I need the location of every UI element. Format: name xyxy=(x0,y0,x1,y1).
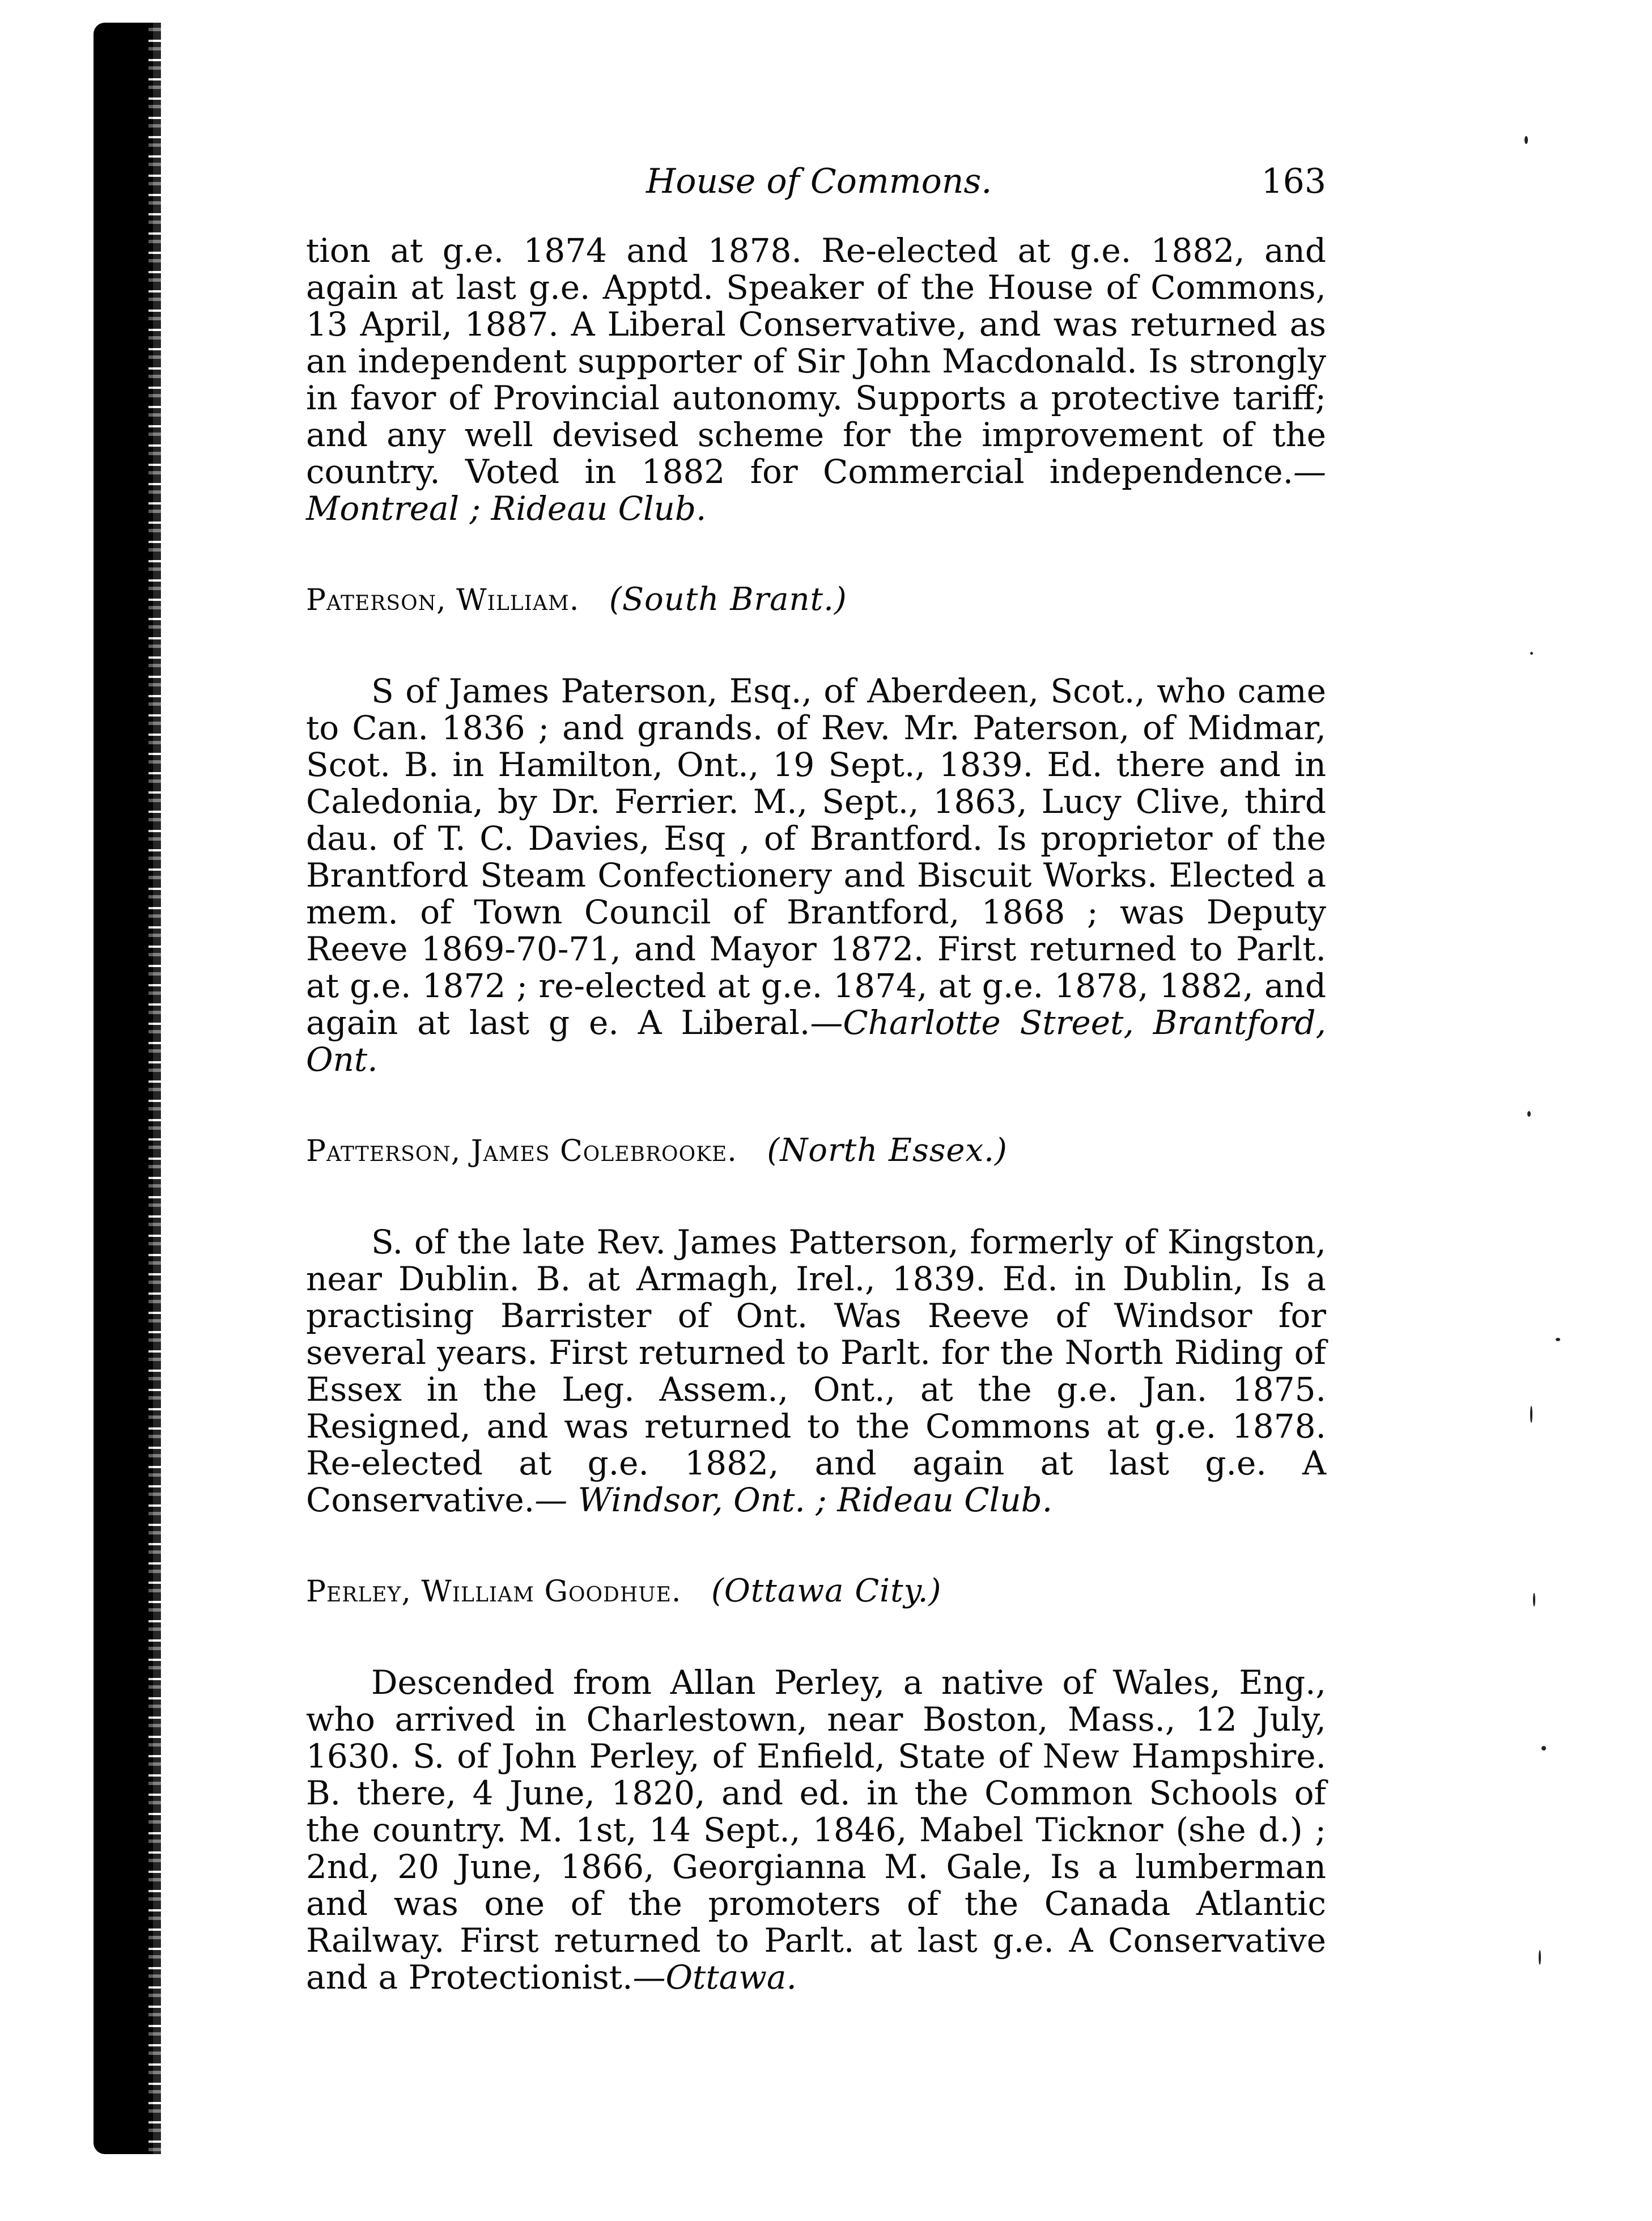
entry-patterson xyxy=(306,1224,1326,1519)
entry-perley xyxy=(306,1664,1326,1996)
scan-speck xyxy=(1541,1746,1546,1750)
entry-body: Descended from Allan Perley, a native of Wales, Eng., who arrived in Charlestown, near Boston, Mass., 12 July, 1630. S. of John Perley, of Enfield, State of New Hampshire. B. there, 4 June, 1820, and ed. in the Common Schools of the country. M. 1st, 14 Sept., 1846, Mabel Ticknor (she d.) ; 2nd, 20 June, 1866, Georgianna M. Gale, Is a lumberman and was one of the promoters of the Canada Atlantic Railway. First returned to Parlt. at last g.e. A Conservative and a Protectionist. xyxy=(306,1663,1326,1997)
page-header xyxy=(306,162,1326,207)
member-name: Paterson, William. xyxy=(306,583,580,617)
constituency: (South Brant.) xyxy=(609,581,847,618)
scan-speck xyxy=(1533,1593,1535,1607)
entry-continuation xyxy=(306,232,1326,527)
running-title: House of Commons. xyxy=(646,162,992,201)
scan-speck xyxy=(1527,1111,1531,1117)
scan-speck xyxy=(1539,1950,1541,1965)
book-binding-edge xyxy=(94,23,153,2154)
binding-fringe xyxy=(148,23,161,2154)
scan-speck xyxy=(1524,136,1528,144)
entry-body: tion at g.e. 1874 and 1878. Re-elected at g.e. 1882, and again at last g.e. Apptd. Speaker of the House of Commons, 13 April, 1887. A Liberal Conservative, and was returned as an independent supporter of Sir John Macdonald. Is strongly in favor of Provincial autonomy. Supports a protective tariff; and any well devised scheme for the improvement of the country. Voted in 1882 for Commercial independence. xyxy=(306,231,1326,491)
scan-speck xyxy=(1530,652,1533,655)
entry-body: S of James Paterson, Esq., of Aberdeen, Scot., who came to Can. 1836 ; and grands. of Rev. Mr. Paterson, of Midmar, Scot. B. in Hamilton, Ont., 19 Sept., 1839. Ed. there and in Caledonia, by Dr. Ferrier. M., Sept., 1863, Lucy Clive, third dau. of T. C. Davies, Esq , of Brantford. Is proprietor of the Brantford Steam Confectionery and Biscuit Works. Elected a mem. of Town Council of Brantford, 1868 ; was Deputy Reeve 1869-70-71, and Mayor 1872. First returned to Parlt. at g.e. 1872 ; re-elected at g.e. 1874, at g.e. 1878, 1882, and again at last g e. A Liberal. xyxy=(306,672,1326,1042)
page-number: 163 xyxy=(1261,162,1326,201)
constituency: (North Essex.) xyxy=(767,1132,1008,1169)
entry-address: —Montreal ; Rideau Club. xyxy=(306,452,1326,528)
member-name: Patterson, James Colebrooke. xyxy=(306,1134,737,1168)
scan-speck xyxy=(1556,1338,1560,1341)
scan-speck xyxy=(1530,1406,1532,1423)
member-name: Perley, William Goodhue. xyxy=(306,1575,682,1609)
constituency: (Ottawa City.) xyxy=(711,1572,942,1609)
page-text xyxy=(306,232,1326,1996)
entry-address: —Ottawa. xyxy=(632,1958,797,1997)
entry-heading-paterson xyxy=(306,581,1326,619)
entry-paterson xyxy=(306,673,1326,1078)
entry-body: S. of the late Rev. James Patterson, formerly of Kingston, near Dublin. B. at Armagh, Irel., 1839. Ed. in Dublin, Is a practising Barrister of Ont. Was Reeve of Windsor for several years. First returned to Parlt. for the North Riding of Essex in the Leg. Assem., Ont., at the g.e. Jan. 1875. Resigned, and was returned to the Commons at g.e. 1878. Re-elected at g.e. 1882, and again at last g.e. A Conservative. xyxy=(306,1223,1326,1519)
entry-address: — Windsor, Ont. ; Rideau Club. xyxy=(534,1481,1053,1519)
entry-heading-perley xyxy=(306,1572,1326,1610)
entry-heading-patterson xyxy=(306,1132,1326,1170)
entry-address: —Charlotte Street, Brantford, Ont. xyxy=(306,1003,1326,1079)
